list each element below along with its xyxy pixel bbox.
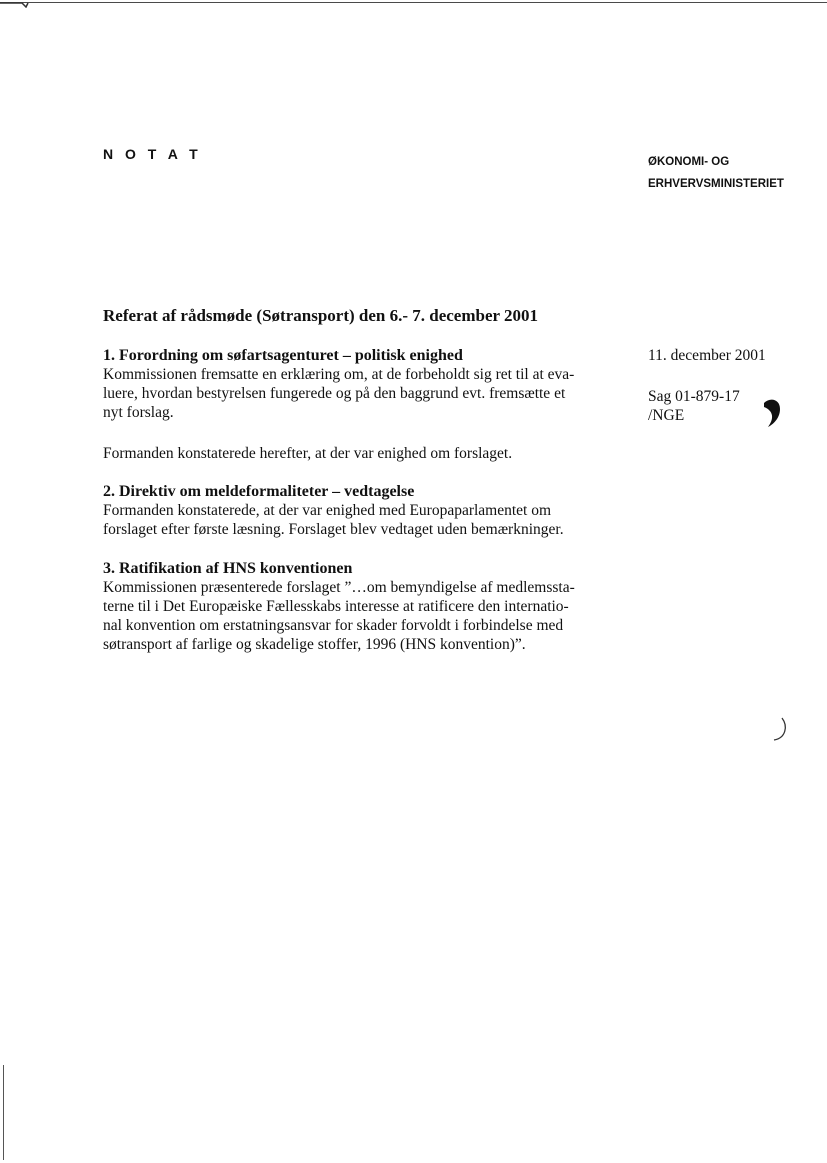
body-line: Kommissionen præsenterede forslaget ”…om bemyndigelse af medlemssta- (103, 579, 575, 596)
body-line: Formanden konstaterede, at der var enighed med Europaparlamentet om (103, 502, 552, 519)
body-line: nal konvention om erstatningsansvar for skader forvoldt i forbindelse med (103, 617, 564, 634)
section-2 (103, 482, 628, 539)
section-heading: 1. Forordning om søfartsagenturet – politisk enighed (103, 347, 463, 364)
section-heading: 3. Ratifikation af HNS konventionen (103, 560, 353, 577)
scan-edge-line (0, 2, 827, 3)
body-line: luere, hvordan bestyrelsen fungerede og på den baggrund evt. fremsætte et (103, 385, 566, 402)
paragraph-conclusion (103, 444, 628, 463)
section-1 (103, 346, 628, 422)
document-date: 11. december 2001 (648, 347, 766, 364)
body-line: Kommissionen fremsatte en erklæring om, at de forbeholdt sig ret til at eva- (103, 366, 575, 383)
case-initials: /NGE (648, 407, 685, 424)
body-line: forslaget efter første læsning. Forslaget blev vedtaget uden bemærkninger. (103, 521, 564, 538)
scan-margin-line (3, 1065, 4, 1160)
ministry-name-line2: ERHVERVSMINISTERIET (648, 178, 784, 190)
section-heading: 2. Direktiv om meldeformaliteter – vedtagelse (103, 483, 415, 500)
document-title: Referat af rådsmøde (Søtransport) den 6.- 7. december 2001 (103, 306, 538, 325)
scan-curve-mark (770, 716, 790, 744)
scan-corner-mark (0, 0, 30, 8)
case-number: Sag 01-879-17 (648, 388, 740, 405)
section-3 (103, 559, 628, 654)
body-line: søtransport af farlige og skadelige stoffer, 1996 (HNS konvention)”. (103, 636, 526, 653)
ministry-name (648, 151, 784, 195)
document-type-label: N O T A T (103, 146, 202, 162)
body-line: terne til i Det Europæiske Fællesskabs interesse at ratificere den internatio- (103, 598, 569, 615)
ministry-name-line1: ØKONOMI- OG (648, 156, 730, 168)
body-line: Formanden konstaterede herefter, at der var enighed om forslaget. (103, 445, 513, 462)
punch-hole-mark (760, 395, 784, 429)
body-line: nyt forslag. (103, 404, 174, 421)
